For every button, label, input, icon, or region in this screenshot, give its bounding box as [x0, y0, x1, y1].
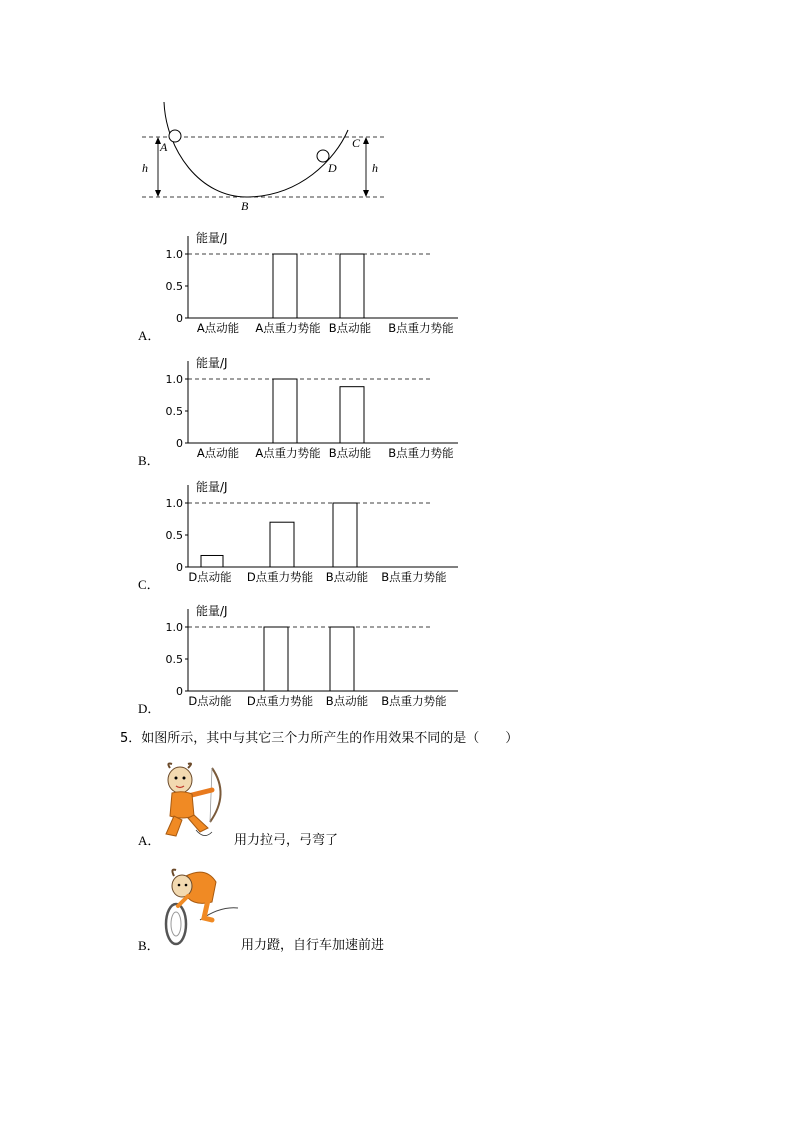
x-tick-label: D点重力势能: [246, 694, 314, 708]
bar: [333, 503, 357, 567]
y-tick-label: 0: [176, 561, 183, 574]
x-tick-label: B点重力势能: [388, 446, 454, 460]
energy-chart-1: [150, 355, 470, 467]
y-axis-label: 能量/J: [196, 231, 228, 245]
y-tick-label: 0: [176, 312, 183, 325]
y-tick-label: 0.5: [165, 529, 183, 542]
label-h-right: h: [372, 161, 378, 175]
y-tick-label: 1.0: [165, 497, 183, 510]
label-h-left: h: [142, 161, 148, 175]
option-label-0[interactable]: A．: [138, 328, 161, 343]
option-label-2[interactable]: C．: [138, 577, 160, 592]
option-label-3[interactable]: D．: [138, 701, 161, 716]
x-tick-label: A点重力势能: [255, 446, 321, 460]
y-tick-label: 0: [176, 685, 183, 698]
x-tick-label: D点重力势能: [246, 570, 314, 584]
bar: [330, 627, 354, 691]
label-d: D: [328, 161, 337, 175]
bar: [264, 627, 288, 691]
y-axis-label: 能量/J: [196, 356, 228, 370]
x-tick-label: B点动能: [325, 570, 369, 584]
y-tick-label: 1.0: [165, 248, 183, 261]
track-diagram: [130, 100, 400, 220]
energy-chart-0: [150, 230, 470, 342]
q5-option-a-caption: 用力拉弓，弓弯了: [234, 833, 339, 848]
x-tick-label: B点动能: [325, 694, 369, 708]
bar: [273, 379, 297, 443]
label-b: B: [241, 199, 249, 213]
arc-track: [164, 102, 348, 197]
bar: [340, 254, 364, 318]
y-tick-label: 1.0: [165, 621, 183, 634]
x-tick-label: D点动能: [188, 694, 232, 708]
q5-option-b-caption: 用力蹬，自行车加速前进: [241, 938, 385, 953]
x-tick-label: A点动能: [196, 446, 240, 460]
label-a: A: [160, 140, 168, 154]
q5-option-b-label[interactable]: B．: [138, 938, 160, 953]
x-tick-label: B点动能: [328, 321, 372, 335]
arrowhead: [155, 190, 161, 197]
energy-chart-2: [150, 479, 470, 591]
x-tick-label: B点重力势能: [381, 570, 447, 584]
x-tick-label: A点动能: [196, 321, 240, 335]
label-c: C: [352, 136, 361, 150]
bar: [340, 387, 364, 443]
arrowhead: [363, 137, 369, 144]
x-tick-label: B点动能: [328, 446, 372, 460]
arrowhead: [363, 190, 369, 197]
y-tick-label: 0: [176, 437, 183, 450]
y-axis-label: 能量/J: [196, 480, 228, 494]
x-tick-label: D点动能: [188, 570, 232, 584]
y-tick-label: 0.5: [165, 280, 183, 293]
y-axis-label: 能量/J: [196, 604, 228, 618]
bar: [201, 555, 223, 567]
option-label-1[interactable]: B．: [138, 453, 160, 468]
question-5-stem: 5．如图所示，其中与其它三个力所产生的作用效果不同的是（ ）: [120, 731, 519, 746]
x-tick-label: B点重力势能: [388, 321, 454, 335]
energy-chart-3: [150, 603, 470, 715]
q5-option-a-label[interactable]: A．: [138, 833, 161, 848]
x-tick-label: B点重力势能: [381, 694, 447, 708]
y-tick-label: 1.0: [165, 373, 183, 386]
y-tick-label: 0.5: [165, 653, 183, 666]
bar: [273, 254, 297, 318]
goat-cyclist-image: [160, 862, 242, 948]
x-tick-label: A点重力势能: [255, 321, 321, 335]
goat-archer-image: [160, 760, 232, 842]
bar: [270, 522, 294, 567]
ball-a: [169, 130, 181, 142]
y-tick-label: 0.5: [165, 405, 183, 418]
